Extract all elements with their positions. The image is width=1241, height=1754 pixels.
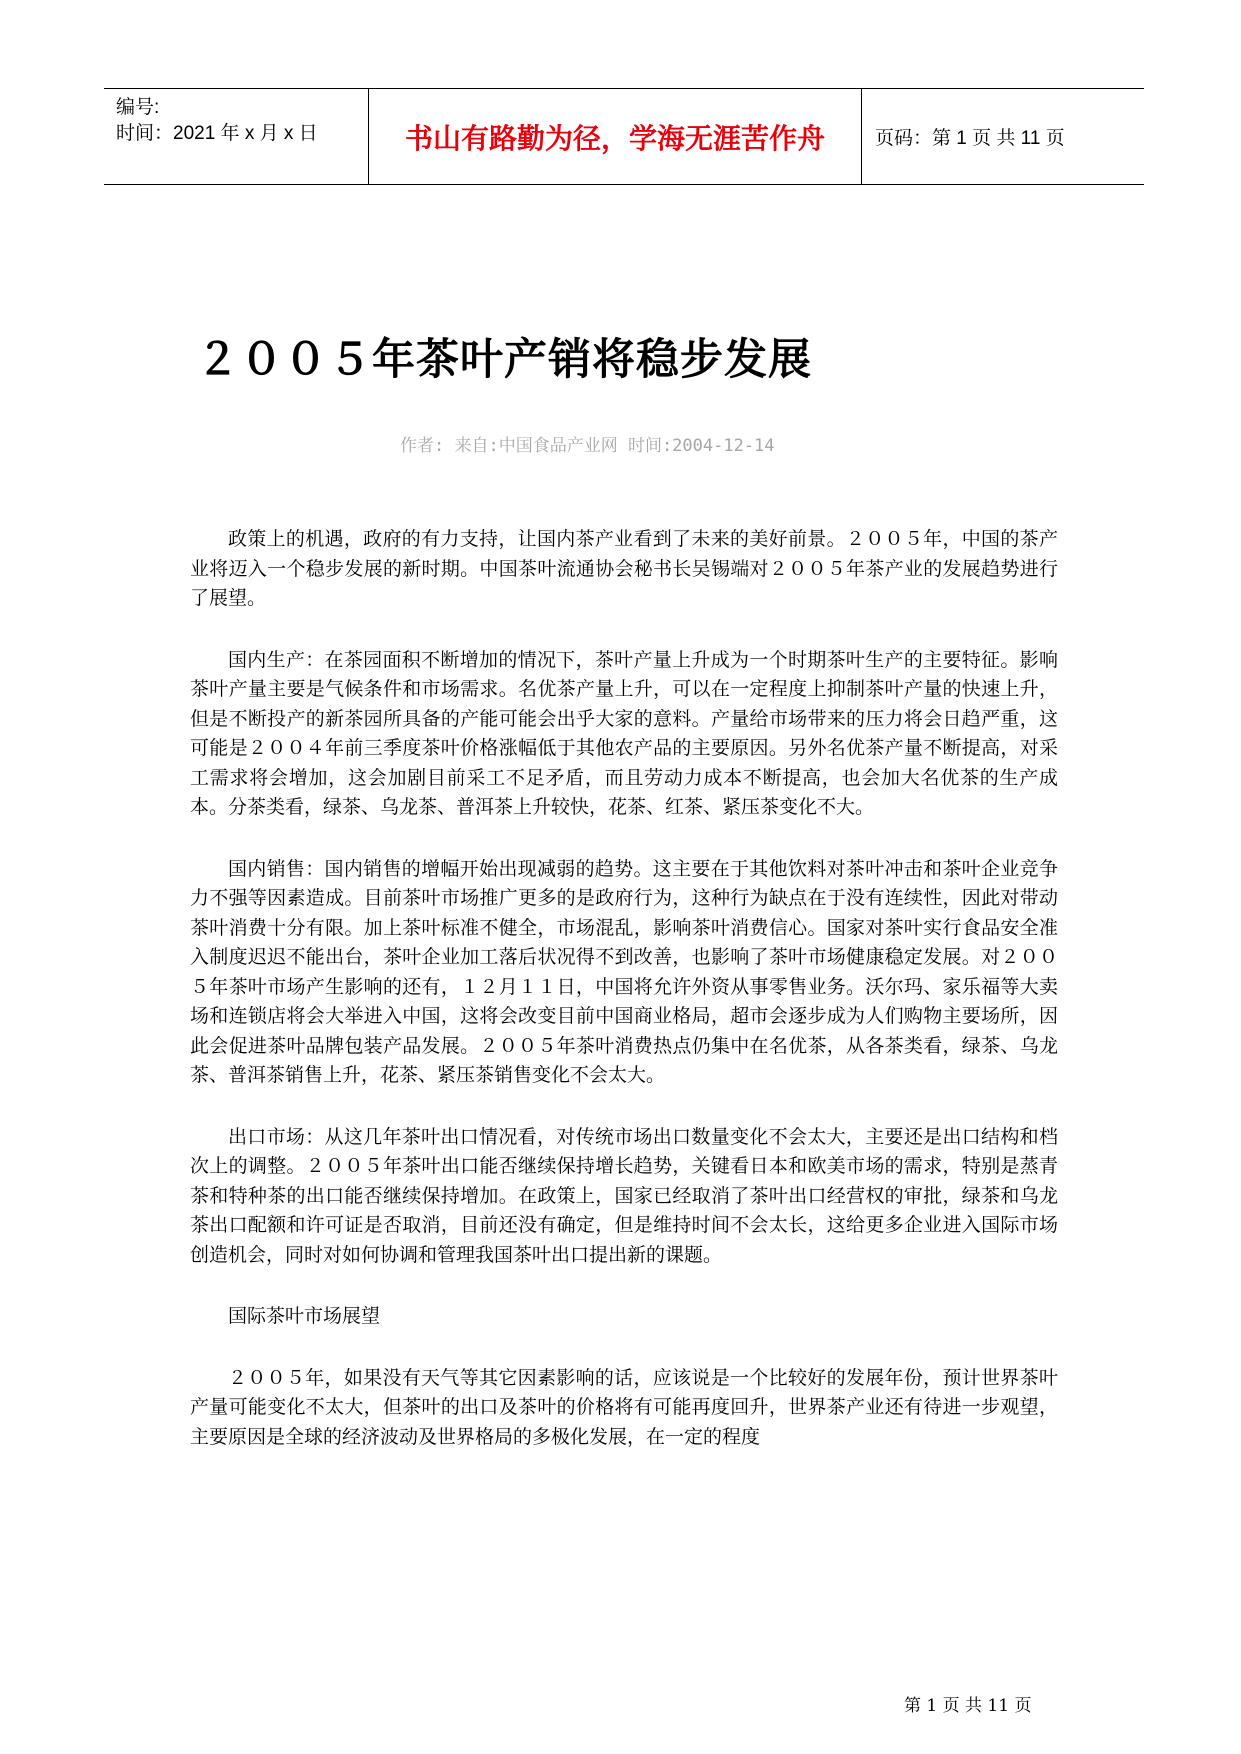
article-body — [190, 525, 1058, 1484]
paragraph-domestic-sales: 国内销售：国内销售的增幅开始出现减弱的趋势。这主要在于其他饮料对茶叶冲击和茶叶企业竞争力不强等因素造成。目前茶叶市场推广更多的是政府行为，这种行为缺点在于没有连续性，因此对带动茶叶消费十分有限。加上茶叶标准不健全，市场混乱，影响茶叶消费信心。国家对茶叶实行食品安全准入制度迟迟不能出台，茶叶企业加工落后状况得不到改善，也影响了茶叶市场健康稳定发展。对２００５年茶叶市场产生影响的还有，１２月１１日，中国将允许外资从事零售业务。沃尔玛、家乐福等大卖场和连锁店将会大举进入中国，这将会改变目前中国商业格局，超市会逐步成为人们购物主要场所，因此会促进茶叶品牌包装产品发展。２００５年茶叶消费热点仍集中在名优茶，从各茶类看，绿茶、乌龙茶、普洱茶销售上升，花茶、紧压茶销售变化不会太大。 — [190, 857, 1058, 1086]
section-heading-international: 国际茶叶市场展望 — [228, 1305, 381, 1327]
paragraph-domestic-production: 国内生产：在茶园面积不断增加的情况下，茶叶产量上升成为一个时期茶叶生产的主要特征。影响茶叶产量主要是气候条件和市场需求。名优茶产量上升，可以在一定程度上抑制茶叶产量的快速上升，但是不断投产的新茶园所具备的产能可能会出乎大家的意料。产量给市场带来的压力将会日趋严重，这可能是２００４年前三季度茶叶价格涨幅低于其他农产品的主要原因。另外名优茶产量不断提高，对采工需求将会增加，这会加剧目前采工不足矛盾，而且劳动力成本不断提高，也会加大名优茶的生产成本。分茶类看，绿茶、乌龙茶、普洱茶上升较快，花茶、红茶、紧压茶变化不大。 — [190, 648, 1058, 818]
page-footer: 第 1 页 共 11 页 — [904, 1696, 1032, 1716]
header-number-label: 编号: — [116, 97, 160, 118]
header-page-label: 页码：第 1 页 共 11 页 — [875, 128, 1065, 149]
article-title: ２００５年茶叶产销将稳步发展 — [196, 335, 812, 385]
paragraph-international-outlook: ２００５年，如果没有天气等其它因素影响的话，应该说是一个比较好的发展年份，预计世界茶叶产量可能变化不太大，但茶叶的出口及茶叶的价格将有可能再度回升，世界茶产业还有待进一步观望，主要原因是全球的经济波动及世界格局的多极化发展，在一定的程度 — [190, 1366, 1058, 1448]
article-byline: 作者: 来自:中国食品产业网 时间:2004-12-14 — [400, 436, 775, 456]
paragraph-export-market: 出口市场：从这几年茶叶出口情况看，对传统市场出口数量变化不会太大，主要还是出口结构和档次上的调整。２００５年茶叶出口能否继续保持增长趋势，关键看日本和欧美市场的需求，特别是蒸青茶和特种茶的出口能否继续保持增加。在政策上，国家已经取消了茶叶出口经营权的审批，绿茶和乌龙茶出口配额和许可证是否取消，目前还没有确定，但是维持时间不会太长，这给更多企业进入国际市场创造机会，同时对如何协调和管理我国茶叶出口提出新的课题。 — [190, 1125, 1058, 1266]
paragraph-intro: 政策上的机遇，政府的有力支持，让国内茶产业看到了未来的美好前景。２００５年，中国的茶产业将迈入一个稳步发展的新时期。中国茶叶流通协会秘书长吴锡端对２００５年茶产业的发展趋势进行了展望。 — [190, 528, 1058, 609]
document-header — [104, 88, 1144, 185]
header-motto: 书山有路勤为径，学海无涯苦作舟 — [404, 121, 825, 155]
header-divider — [861, 89, 862, 184]
header-time-label: 时间：2021 年 x 月 x 日 — [116, 123, 318, 144]
header-left-cell — [116, 95, 318, 147]
